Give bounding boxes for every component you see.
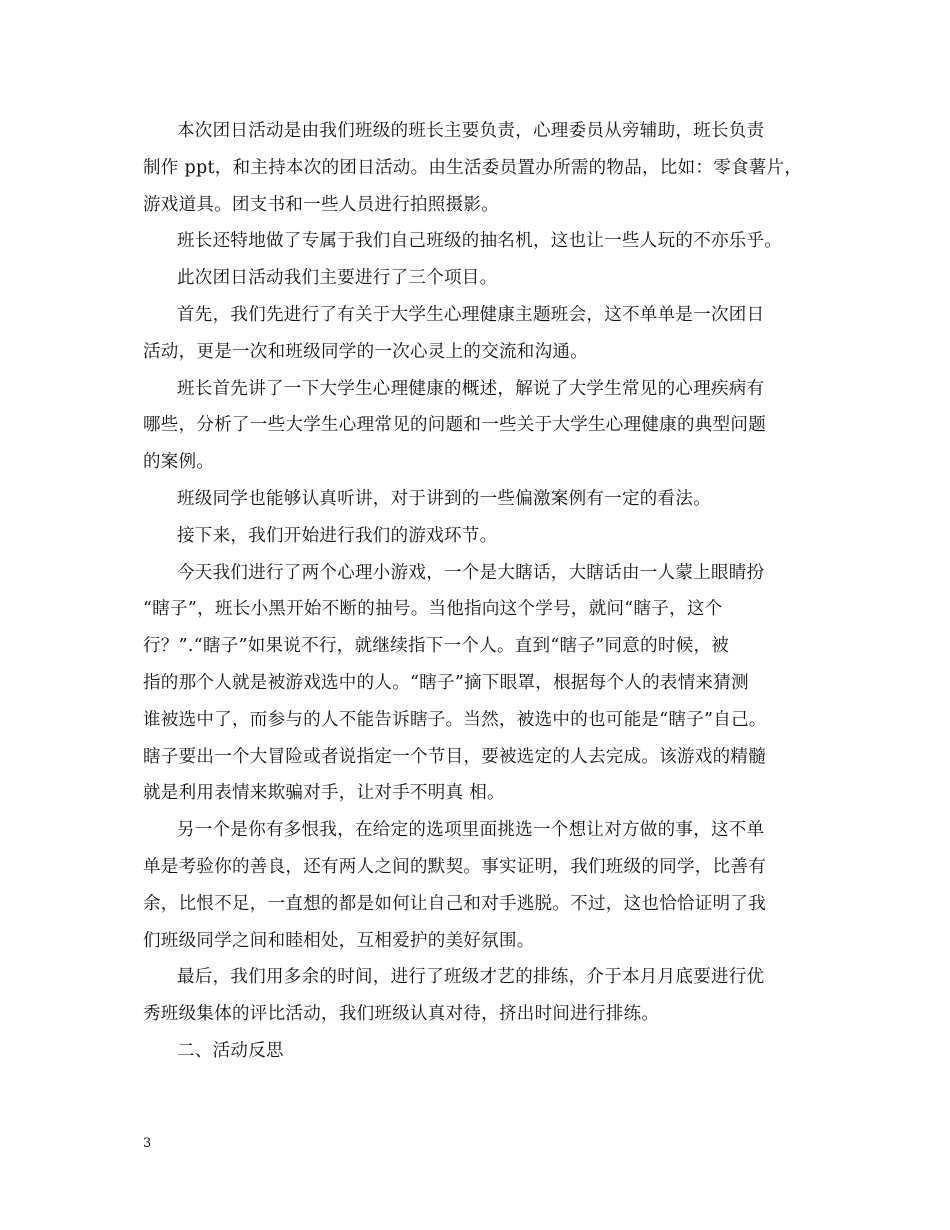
text-line: 秀班级集体的评比活动，我们班级认真对待，挤出时间进行排练。	[143, 1004, 660, 1025]
text-line: 行？”.“瞎子”如果说不行，就继续指下一个人。直到“瞎子”同意的时候，被	[143, 636, 730, 657]
text-line: 们班级同学之间和睦相处，互相爱护的美好氛围。	[143, 930, 535, 951]
text-line: 班级同学也能够认真听讲，对于讲到的一些偏激案例有一定的看法。	[177, 488, 711, 509]
text-line: 此次团日活动我们主要进行了三个项目。	[177, 268, 498, 289]
section-heading: 二、活动反思	[177, 1040, 284, 1061]
page-number: 3	[143, 1136, 152, 1151]
text-line: 单是考验你的善良，还有两人之间的默契。事实证明，我们班级的同学，比善有	[143, 856, 766, 877]
document-body	[143, 113, 823, 1070]
text-line: 活动，更是一次和班级同学的一次心灵上的交流和沟通。	[143, 341, 588, 362]
text-line: 游戏道具。团支书和一些人员进行拍照摄影。	[143, 194, 499, 215]
text-line: 班长首先讲了一下大学生心理健康的概述，解说了大学生常见的心理疾病有	[177, 378, 765, 399]
text-line: 另一个是你有多恨我，在给定的选项里面挑选一个想让对方做的事，这不单	[177, 820, 765, 841]
text-line: 谁被选中了，而参与的人不能告诉瞎子。当然，被选中的也可能是“瞎子”自己。	[143, 709, 767, 730]
text-line: 班长还特地做了专属于我们自己班级的抽名机，这也让一些人玩的不亦乐乎。	[177, 231, 783, 252]
text-line: 最后，我们用多余的时间，进行了班级才艺的排练，介于本月月底要进行优	[177, 967, 765, 988]
text-line: 首先，我们先进行了有关于大学生心理健康主题班会，这不单单是一次团日	[177, 304, 765, 325]
text-line: 的案例。	[143, 452, 215, 473]
text-line: 就是利用表情来欺骗对手，让对手不明真 相。	[143, 783, 505, 804]
text-line: 本次团日活动是由我们班级的班长主要负责，心理委员从旁辅助，班长负责	[177, 121, 765, 141]
text-line: 接下来，我们开始进行我们的游戏环节。	[177, 525, 498, 546]
text-line: 今天我们进行了两个心理小游戏，一个是大瞎话，大瞎话由一人蒙上眼睛扮	[177, 562, 765, 583]
text-line: 制作 ppt，和主持本次的团日活动。由生活委员置办所需的物品，比如：零食薯片，	[143, 157, 803, 178]
text-line: 指的那个人就是被游戏选中的人。“瞎子”摘下眼罩，根据每个人的表情来猜测	[143, 672, 749, 693]
text-line: 哪些，分析了一些大学生心理常见的问题和一些关于大学生心理健康的典型问题	[143, 415, 766, 436]
text-line: “瞎子”，班长小黑开始不断的抽号。当他指向这个学号，就问“瞎子，这个	[143, 599, 723, 620]
text-line: 瞎子要出一个大冒险或者说指定一个节目，要被选定的人去完成。该游戏的精髓	[143, 746, 766, 767]
text-line: 余，比恨不足，一直想的都是如何让自己和对手逃脱。不过，这也恰恰证明了我	[143, 893, 766, 914]
